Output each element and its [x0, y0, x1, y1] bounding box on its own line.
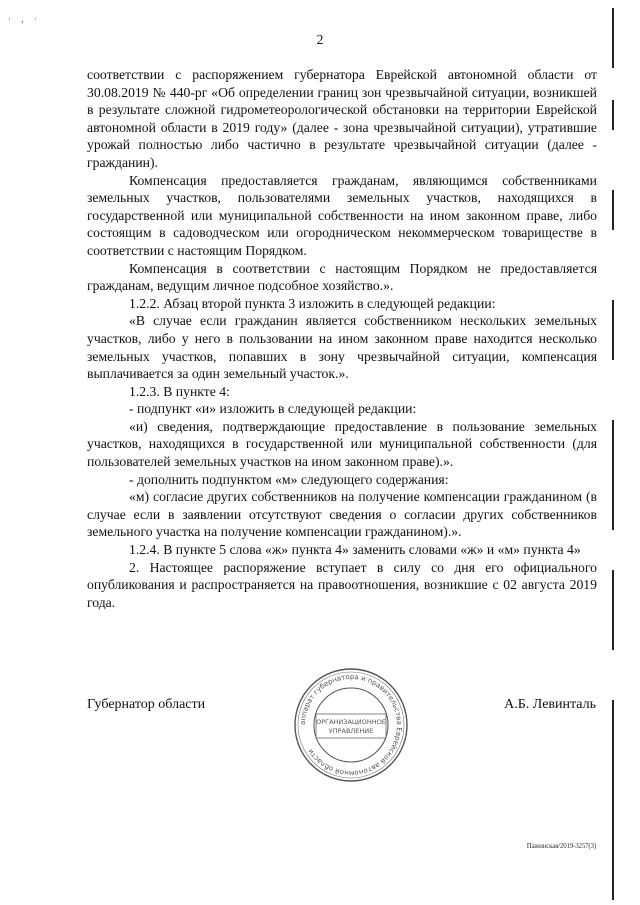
paragraph: соответствии с распоряжением губернатора Еврейской автономной области от 30.08.2019 № 440-рг «Об определении границ зон чрезвычайной ситуации, возникшей в результате сложной гидрометеорологической обстановки на территории Еврейской автономной области в 2019 году» (далее - зона чрезвычайной ситуации), утратившие урожай полностью либо частично в результате чрезвычайной ситуации (далее - гражданин).: [87, 67, 597, 170]
scan-margin-line: [612, 8, 614, 68]
scan-margin-line: [612, 700, 614, 900]
paragraph: 1.2.2. Абзац второй пункта 3 изложить в следующей редакции:: [129, 295, 496, 311]
corner-marks: · , ·: [8, 14, 41, 24]
paragraph: 2. Настоящее распоряжение вступает в силу со дня его официального опубликования и распространяется на правоотношения, возникшие с 02 августа 2019 года.: [87, 559, 597, 610]
document-body: [87, 66, 597, 611]
scan-margin-line: [612, 570, 614, 650]
paragraph: Компенсация в соответствии с настоящим Порядком не предоставляется гражданам, ведущим личное подсобное хозяйство.».: [87, 260, 597, 294]
paragraph: «и) сведения, подтверждающие предоставление в пользование земельных участков, находящихся в государственной или муниципальной собственности (для пользователей земельных участков на ином законном праве).».: [87, 418, 597, 470]
paragraph: 1.2.4. В пункте 5 слова «ж» пункта 4» заменить словами «ж» и «м» пункта 4»: [129, 542, 581, 558]
scan-margin-line: [612, 190, 614, 230]
footer-code: Пажинская/2019-3257(3): [526, 842, 596, 850]
page-number: 2: [316, 33, 324, 48]
stamp-ring-text: аппарат губернатора и правительства Еврейской автономной области: [298, 672, 404, 778]
paragraph: Компенсация предоставляется гражданам, являющимся собственниками земельных участков, пользователями земельных участков, находящихся в государственной или муниципальной собственности на ином законном праве, либо состоящим в садоводческом или огородническом некоммерческом товариществе в соответствии с настоящим Порядком.: [87, 172, 597, 258]
paragraph: 1.2.3. В пункте 4:: [129, 383, 230, 399]
paragraph: - подпункт «и» изложить в следующей редакции:: [129, 401, 417, 417]
stamp-center-line-2: УПРАВЛЕНИЕ: [328, 727, 374, 735]
signatory-name: А.Б. Левинталь: [504, 697, 596, 712]
scan-margin-line: [612, 300, 614, 360]
scan-margin-line: [612, 100, 614, 130]
signatory-position: Губернатор области: [87, 697, 206, 712]
paragraph: - дополнить подпунктом «м» следующего содержания:: [129, 471, 449, 487]
scan-margin-line: [612, 420, 614, 530]
stamp-center-line-1: ОРГАНИЗАЦИОННОЕ: [316, 718, 386, 726]
paragraph: «В случае если гражданин является собственником нескольких земельных участков, либо у него в пользовании на ином законном праве находится несколько земельных участков, попавших в зону чрезвычайной ситуации, компенсация выплачивается за один земельный участок.».: [87, 313, 597, 382]
paragraph: «м) согласие других собственников на получение компенсации гражданином (в случае если в заявлении отсутствуют сведения о согласии других собственников земельного участка на получение компенсации гражданином).».: [87, 489, 597, 540]
official-stamp: [292, 666, 410, 784]
